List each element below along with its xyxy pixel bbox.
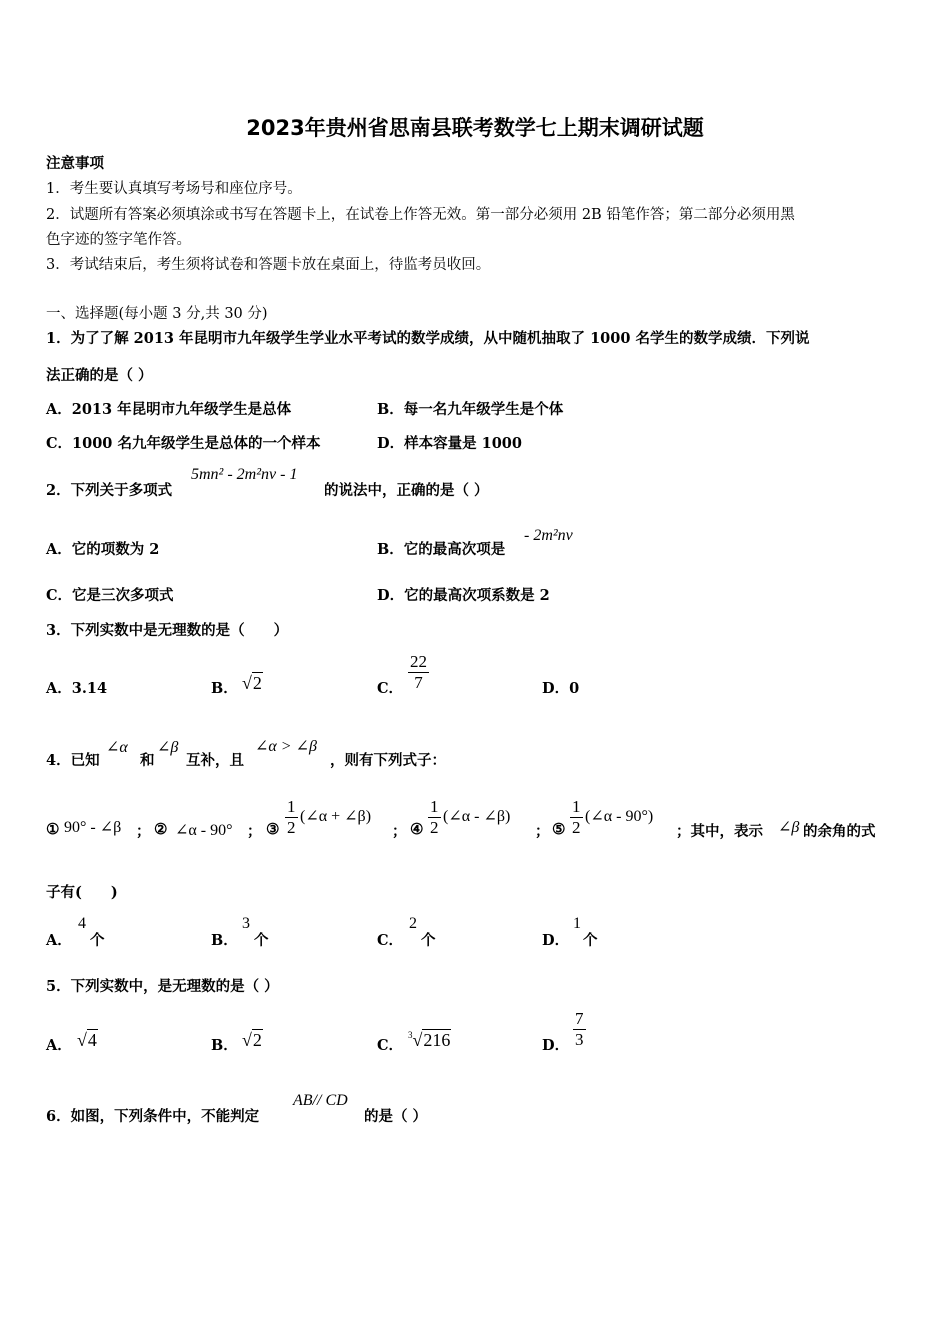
q3-option-d: D．0 [542, 680, 580, 697]
q5-option-a: A． [46, 1037, 72, 1054]
q3-option-a: A．3.14 [46, 680, 108, 697]
q4-option-b-value: 3 [242, 915, 250, 932]
page-title: 2023年贵州省思南县联考数学七上期末调研试题 [246, 116, 704, 140]
q4-half-fraction: $\frac{1}{2}$ [287, 797, 296, 837]
notice-item: 3．考试结束后，考生须将试卷和答题卡放在桌面上，待监考员收回。 [46, 257, 491, 273]
q4-option-d: D． [542, 932, 570, 949]
q4-sep: ； [136, 823, 151, 840]
q4-option-b: B． [211, 932, 238, 949]
question-5-stem: 5．下列实数中，是无理数的是（ ） [46, 978, 279, 995]
q4-unit: 个 [421, 932, 436, 949]
q2-option-c: C．它是三次多项式 [46, 587, 174, 604]
q4-expr-4-label: ④ [410, 820, 424, 838]
q4-expr-1-label: ① [46, 820, 60, 838]
notice-item: 1．考生要认真填写考场号和座位序号。 [46, 181, 302, 197]
q4-half-fraction: $\frac{1}{2}$ [572, 797, 581, 837]
q2-option-a: A．它的项数为 2 [46, 541, 160, 558]
q5-option-a-sqrt: √4 [77, 1030, 97, 1050]
q4-option-c: C． [377, 932, 404, 949]
q4-unit: 个 [583, 932, 598, 949]
q1-option-d: D．样本容量是 1000 [377, 435, 522, 452]
q3-option-b: B． [211, 680, 238, 697]
q1-option-c: C．1000 名九年级学生是总体的一个样本 [46, 435, 321, 452]
question-6-post: 的是（ ） [364, 1108, 428, 1125]
q5-option-c: C． [377, 1037, 404, 1054]
question-3-stem: 3．下列实数中是无理数的是（ ） [46, 622, 289, 639]
q4-tail-beta: ∠β [778, 819, 800, 836]
q4-beta: ∠β [157, 739, 179, 756]
q5-option-d-fraction: $\frac{7}{3}$ [575, 1009, 584, 1049]
q5-option-b: B． [211, 1037, 238, 1054]
q4-sep: ； [535, 823, 550, 840]
q4-and: 和 [140, 752, 155, 769]
question-4-pre: 4．已知 [46, 752, 100, 769]
notice-item: 2．试题所有答案必须填涂或书写在答题卡上，在试卷上作答无效。第一部分必须用 2B 铅笔作答；第二部分必须用黑 [46, 207, 795, 223]
q4-post: ，则有下列式子： [330, 752, 446, 769]
q3-option-c: C． [377, 680, 404, 697]
q4-sep: ； [247, 823, 262, 840]
q4-option-c-value: 2 [409, 915, 417, 932]
q5-option-d: D． [542, 1037, 570, 1054]
q4-mid: 互补，且 [186, 752, 244, 769]
question-2-post: 的说法中，正确的是（ ） [324, 482, 489, 499]
question-2-pre: 2．下列关于多项式 [46, 482, 173, 499]
section-heading: 一、选择题(每小题 3 分,共 30 分) [46, 306, 268, 322]
q2-option-b: B．它的最高次项是 [377, 541, 506, 558]
q3-option-c-fraction: $\frac{22}{7}$ [410, 652, 427, 692]
question-4-stem-cont: 子有( ) [46, 884, 118, 901]
q4-expr-4: (∠α - ∠β) [443, 808, 511, 825]
q6-expr: AB// CD [293, 1092, 348, 1109]
q5-option-c-cuberoot: $^3$√216 [408, 1030, 451, 1050]
q4-expr-2: ∠α - 90° [175, 822, 233, 839]
q1-option-a: A．2013 年昆明市九年级学生是总体 [46, 401, 292, 418]
q3-option-b-sqrt: √2 [242, 673, 262, 693]
q4-option-d-value: 1 [573, 915, 581, 932]
q4-tail-2: 的余角的式 [803, 823, 876, 840]
q4-condition: ∠α > ∠β [255, 738, 317, 755]
q4-expr-1: 90° - ∠β [64, 819, 122, 836]
q5-option-b-sqrt: √2 [242, 1030, 262, 1050]
q2-option-d: D．它的最高次项系数是 2 [377, 587, 550, 604]
q4-expr-5-label: ⑤ [552, 820, 566, 838]
q4-option-a: A． [46, 932, 72, 949]
q4-expr-3: (∠α + ∠β) [300, 808, 372, 825]
q4-sep: ； [392, 823, 407, 840]
question-6-pre: 6．如图，下列条件中，不能判定 [46, 1108, 260, 1125]
question-1-stem: 1．为了了解 2013 年昆明市九年级学生学业水平考试的数学成绩，从中随机抽取了 1000 名学生的数学成绩．下列说 [46, 330, 810, 347]
q4-expr-5: (∠α - 90°) [585, 808, 654, 825]
q2-polynomial: 5mn² - 2m²nv - 1 [191, 466, 298, 483]
q2-option-b-expr: - 2m²nv [524, 527, 573, 544]
q4-unit: 个 [90, 932, 105, 949]
q4-tail: ；其中，表示 [676, 823, 763, 840]
notice-item: 色字迹的签字笔作答。 [46, 232, 191, 248]
q4-half-fraction: $\frac{1}{2}$ [430, 797, 439, 837]
question-1-stem-cont: 法正确的是（ ） [46, 367, 153, 384]
q4-expr-2-label: ② [154, 820, 168, 838]
notice-heading: 注意事项 [46, 155, 104, 172]
q4-option-a-value: 4 [78, 915, 86, 932]
q4-alpha: ∠α [106, 739, 128, 756]
q4-expr-3-label: ③ [266, 820, 280, 838]
q1-option-b: B．每一名九年级学生是个体 [377, 401, 564, 418]
q4-unit: 个 [254, 932, 269, 949]
